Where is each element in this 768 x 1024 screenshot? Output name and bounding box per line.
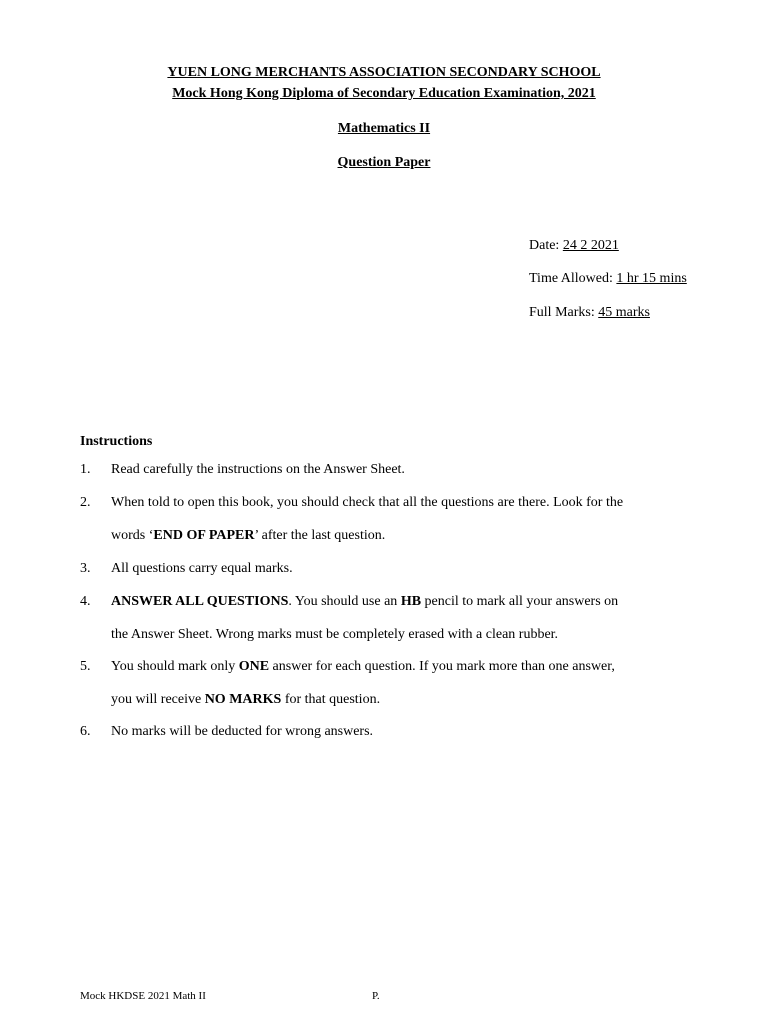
end-of-paper-emphasis: END OF PAPER — [153, 528, 255, 543]
hb-emphasis: HB — [400, 594, 422, 609]
time-allowed-label: Time Allowed: — [529, 271, 613, 286]
time-allowed-value: 1 hr 15 mins — [616, 271, 687, 286]
text-run: You should mark only — [111, 659, 239, 674]
instruction-number: 1. — [80, 462, 91, 477]
instruction-number: 3. — [80, 561, 91, 576]
full-marks-value: 45 marks — [598, 305, 650, 320]
text-run: pencil to mark all your answers on — [421, 594, 619, 609]
instruction-text — [111, 594, 618, 610]
text-run: . You should use an — [288, 594, 401, 609]
exam-title: Mock Hong Kong Diploma of Secondary Education Examination, 2021 — [172, 86, 596, 101]
instructions-heading: Instructions — [80, 434, 153, 449]
instruction-text — [111, 659, 615, 675]
instruction-text-continued — [111, 692, 380, 708]
instruction-text-continued — [111, 528, 385, 544]
text-run: ’ after the last question. — [254, 528, 386, 543]
instruction-number: 4. — [80, 594, 91, 609]
text-run: you will receive — [111, 692, 205, 707]
school-name: YUEN LONG MERCHANTS ASSOCIATION SECONDARY SCHOOL — [167, 65, 601, 80]
instruction-text: Read carefully the instructions on the Answer Sheet. — [111, 462, 405, 477]
instruction-text: When told to open this book, you should check that all the questions are there. Look for the — [111, 495, 624, 510]
date-row — [529, 238, 619, 254]
text-run: for that question. — [281, 692, 381, 707]
footer-page-number: P. — [372, 990, 380, 1002]
footer-title: Mock HKDSE 2021 Math II — [80, 990, 206, 1002]
text-run: answer for each question. If you mark more than one answer, — [269, 659, 615, 674]
full-marks-label: Full Marks: — [529, 305, 595, 320]
answer-all-emphasis: ANSWER ALL QUESTIONS — [111, 594, 289, 609]
instruction-number: 2. — [80, 495, 91, 510]
date-label: Date: — [529, 238, 560, 253]
one-emphasis: ONE — [238, 659, 270, 674]
instruction-number: 6. — [80, 724, 91, 739]
full-marks-row — [529, 305, 650, 321]
instruction-number: 5. — [80, 659, 91, 674]
date-value: 24 2 2021 — [562, 238, 619, 253]
text-run: words ‘ — [111, 528, 154, 543]
instruction-text: No marks will be deducted for wrong answers. — [111, 724, 374, 739]
paper-type: Question Paper — [337, 155, 431, 170]
subject-title: Mathematics II — [337, 121, 431, 136]
instruction-text: All questions carry equal marks. — [111, 561, 293, 576]
instruction-text-continued: the Answer Sheet. Wrong marks must be completely erased with a clean rubber. — [111, 627, 559, 642]
time-allowed-row — [529, 271, 687, 287]
no-marks-emphasis: NO MARKS — [204, 692, 282, 707]
